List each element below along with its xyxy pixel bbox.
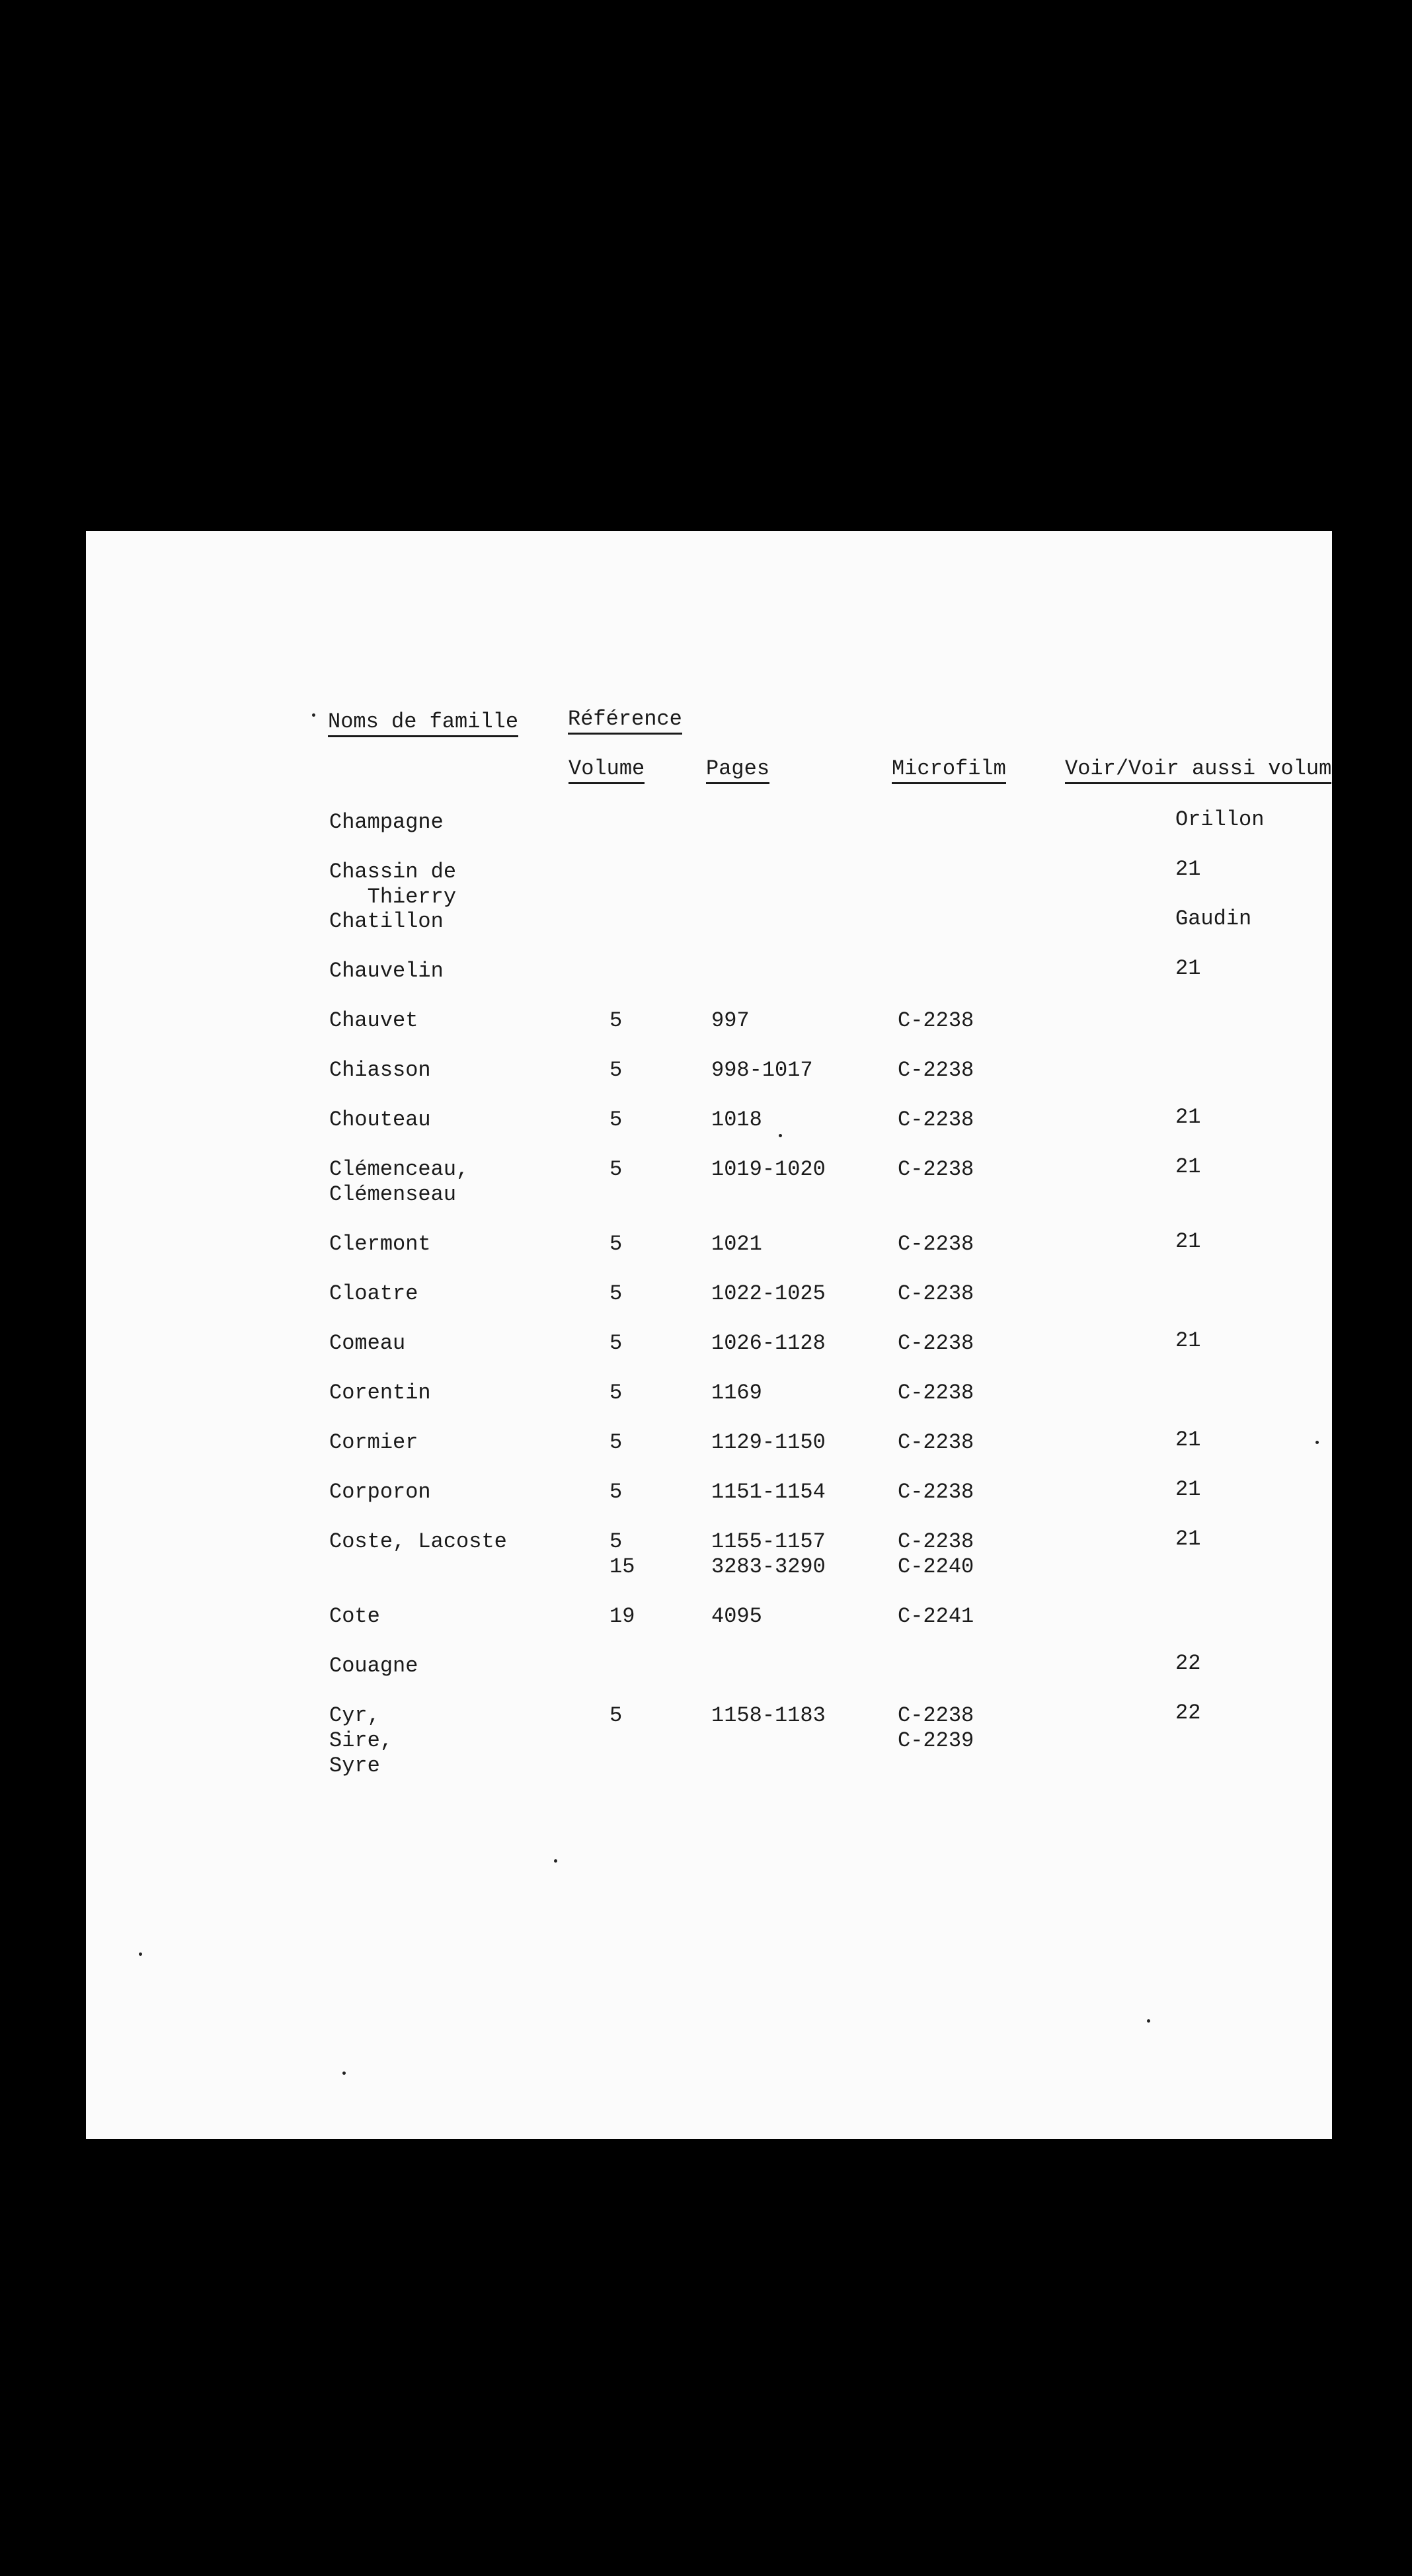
family-name: Champagne <box>329 810 444 834</box>
page-range: 1021 <box>711 1232 762 1256</box>
family-name: Chassin de <box>329 860 457 884</box>
see-also-reference: Gaudin <box>1175 906 1252 931</box>
microfilm-reel: C-2238 <box>898 1480 974 1504</box>
family-name: Cote <box>329 1604 380 1629</box>
page-range: 1018 <box>711 1107 762 1132</box>
header-pages: Pages <box>706 756 769 784</box>
see-also-reference: Orillon <box>1175 807 1265 832</box>
volume-number: 15 <box>609 1554 635 1579</box>
page-range: 3283-3290 <box>711 1554 826 1579</box>
family-name: Cormier <box>329 1430 418 1455</box>
page-range: 1019-1020 <box>711 1157 826 1182</box>
microfilm-reel: C-2241 <box>898 1604 974 1629</box>
family-name: Coste, Lacoste <box>329 1529 507 1554</box>
page-range: 1169 <box>711 1381 762 1405</box>
page-range: 1158-1183 <box>711 1703 826 1728</box>
see-also-reference: 21 <box>1175 1154 1201 1179</box>
microfilm-reel: C-2238 <box>898 1430 974 1455</box>
family-name: Cyr, <box>329 1703 380 1728</box>
microfilm-reel: C-2238 <box>898 1157 974 1182</box>
page-range: 1026-1128 <box>711 1331 826 1355</box>
volume-number: 5 <box>609 1008 623 1033</box>
volume-number: 5 <box>609 1381 623 1405</box>
family-name: Clémenceau, <box>329 1157 469 1182</box>
scan-speck <box>139 1952 142 1956</box>
family-name: Chauvet <box>329 1008 418 1033</box>
volume-number: 5 <box>609 1232 623 1256</box>
page-range: 1129-1150 <box>711 1430 826 1455</box>
family-name: Chiasson <box>329 1058 431 1082</box>
family-name: Sire, <box>329 1728 393 1753</box>
page-range: 1151-1154 <box>711 1480 826 1504</box>
see-also-reference: 22 <box>1175 1651 1201 1675</box>
see-also-reference: 21 <box>1175 1428 1201 1452</box>
volume-number: 5 <box>609 1430 623 1455</box>
see-also-reference: 21 <box>1175 857 1201 881</box>
family-name: Clermont <box>329 1232 431 1256</box>
header-volume: Volume <box>569 756 645 784</box>
header-family-names: Noms de famille <box>328 709 518 737</box>
page-range: 1155-1157 <box>711 1529 826 1554</box>
microfilm-reel: C-2238 <box>898 1107 974 1132</box>
volume-number: 5 <box>609 1331 623 1355</box>
see-also-reference: 21 <box>1175 1328 1201 1353</box>
page-range: 998-1017 <box>711 1058 813 1082</box>
family-name: Corporon <box>329 1480 431 1504</box>
microfilm-reel: C-2238 <box>898 1008 974 1033</box>
family-name: Corentin <box>329 1381 431 1405</box>
header-see-also: Voir/Voir aussi volum <box>1065 756 1331 784</box>
header-microfilm: Microfilm <box>892 756 1006 784</box>
scan-speck <box>342 2072 346 2075</box>
family-name: Syre <box>329 1753 380 1778</box>
family-name: Thierry <box>329 885 457 909</box>
family-name: Clémenseau <box>329 1182 457 1207</box>
page-range: 997 <box>711 1008 750 1033</box>
microfilm-reel: C-2238 <box>898 1281 974 1306</box>
microfilm-reel: C-2238 <box>898 1232 974 1256</box>
microfilm-reel: C-2238 <box>898 1529 974 1554</box>
scan-speck <box>312 713 315 717</box>
see-also-reference: 21 <box>1175 1229 1201 1254</box>
volume-number: 5 <box>609 1157 623 1182</box>
microfilm-reel: C-2238 <box>898 1703 974 1728</box>
microfilm-reel: C-2238 <box>898 1331 974 1355</box>
volume-number: 5 <box>609 1107 623 1132</box>
volume-number: 5 <box>609 1703 623 1728</box>
see-also-reference: 21 <box>1175 1105 1201 1129</box>
family-name: Chatillon <box>329 909 444 934</box>
see-also-reference: 21 <box>1175 956 1201 981</box>
page-range: 1022-1025 <box>711 1281 826 1306</box>
scan-speck <box>554 1859 557 1863</box>
family-name: Comeau <box>329 1331 406 1355</box>
volume-number: 19 <box>609 1604 635 1629</box>
volume-number: 5 <box>609 1281 623 1306</box>
header-reference: Référence <box>568 707 682 735</box>
scan-speck <box>1315 1441 1319 1444</box>
see-also-reference: 21 <box>1175 1477 1201 1502</box>
see-also-reference: 22 <box>1175 1701 1201 1725</box>
microfilm-reel: C-2238 <box>898 1058 974 1082</box>
microfilm-reel: C-2239 <box>898 1728 974 1753</box>
family-name: Chouteau <box>329 1107 431 1132</box>
document-page <box>86 531 1332 2139</box>
volume-number: 5 <box>609 1058 623 1082</box>
family-name: Couagne <box>329 1654 418 1678</box>
microfilm-reel: C-2238 <box>898 1381 974 1405</box>
volume-number: 5 <box>609 1529 623 1554</box>
page-range: 4095 <box>711 1604 762 1629</box>
family-name: Chauvelin <box>329 959 444 983</box>
scan-speck <box>779 1134 782 1137</box>
see-also-reference: 21 <box>1175 1527 1201 1551</box>
volume-number: 5 <box>609 1480 623 1504</box>
scan-speck <box>1147 2019 1150 2023</box>
microfilm-reel: C-2240 <box>898 1554 974 1579</box>
family-name: Cloatre <box>329 1281 418 1306</box>
